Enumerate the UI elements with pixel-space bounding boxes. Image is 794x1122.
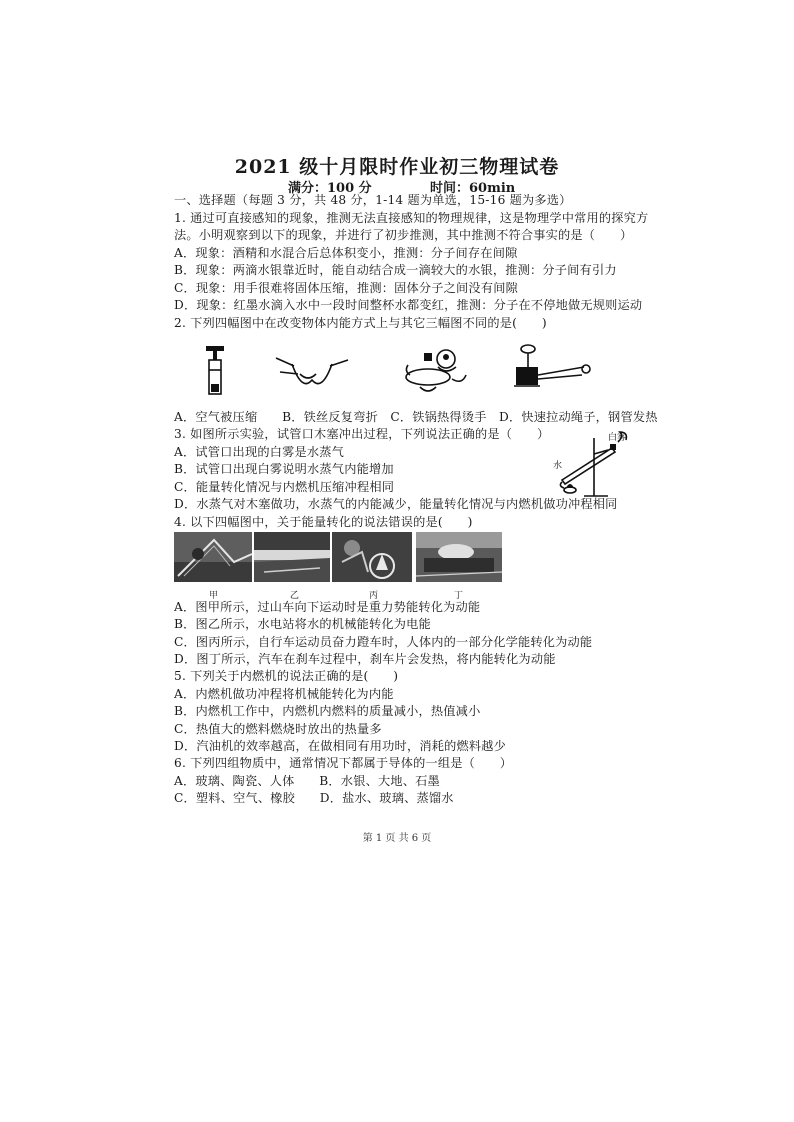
q3-label-water: 水 [553,461,563,471]
time-limit: 时间：60min [430,181,516,196]
q1-stem-line2: 法。小明观察到以下的现象，并进行了初步推测，其中推测不符合事实的是（ ） [174,228,633,242]
full-score: 满分：100 分 [288,181,372,196]
q1-option-b: B．现象：两滴水银靠近时，能自动结合成一滴较大的水银，推测：分子间有引力 [174,263,617,277]
q5-option-b: B．内燃机工作中，内燃机内燃料的质量减小，热值减小 [174,704,481,718]
q4-photo-cyclist [332,532,412,582]
q4-photo-car-braking [416,532,502,582]
q1-option-d: D．现象：红墨水滴入水中一段时间整杯水都变红，推测：分子在不停地做无规则运动 [174,298,643,312]
q2-figure-pulling-rope [512,343,596,393]
q4-option-a: A．图甲所示，过山车向下运动时是重力势能转化为动能 [174,600,481,614]
q6-options-ab: A．玻璃、陶瓷、人体 B．水银、大地、石墨 [174,774,440,788]
q4-caption-bing: 丙 [369,591,379,601]
exam-title: 2021 级十月限时作业初三物理试卷 [234,156,560,178]
q4-caption-jia: 甲 [209,591,219,601]
q1-option-c: C．现象：用手很难将固体压缩，推测：固体分子之间没有间隙 [174,281,518,295]
q3-option-c: C．能量转化情况与内燃机压缩冲程相同 [174,480,395,494]
q2-options: A．空气被压缩 B．铁丝反复弯折 C．铁锅热得烫手 D．快速拉动绳子，钢管发热 [174,410,658,424]
q5-option-d: D．汽油机的效率越高，在做相同有用功时，消耗的燃料越少 [174,739,507,753]
section-heading: 一、选择题（每题 3 分，共 48 分，1-14 题为单选，15-16 题为多选） [174,193,572,207]
q2-figure-air-compression [200,344,230,396]
q4-option-c: C．图丙所示，自行车运动员奋力蹬车时，人体内的一部分化学能转化为动能 [174,635,593,649]
q2-stem: 2. 下列四幅图中在改变物体内能方式上与其它三幅图不同的是( ) [174,316,547,330]
q4-photo-hydropower [254,532,330,582]
q2-figure-hot-pot [400,345,472,399]
q4-caption-ding: 丁 [454,591,464,601]
q5-option-c: C．热值大的燃料燃烧时放出的热量多 [174,722,382,736]
q4-option-b: B．图乙所示，水电站将水的机械能转化为电能 [174,617,431,631]
q3-stem: 3. 如图所示实验，试管口木塞冲出过程，下列说法正确的是（ ） [174,427,550,441]
q5-option-a: A．内燃机做功冲程将机械能转化为内能 [174,687,394,701]
q4-caption-yi: 乙 [290,591,300,601]
q3-option-a: A．试管口出现的白雾是水蒸气 [174,445,345,459]
page-number: 第 1 页 共 6 页 [362,833,432,844]
q4-photo-roller-coaster [174,532,252,582]
q6-options-cd: C．塑料、空气、橡胶 D．盐水、玻璃、蒸馏水 [174,791,454,805]
q6-stem: 6. 下列四组物质中，通常情况下都属于导体的一组是（ ） [174,756,513,770]
q4-option-d: D．图丁所示，汽车在刹车过程中，刹车片会发热，将内能转化为动能 [174,652,556,666]
q2-figure-bending-wire [272,352,352,396]
q3-option-d: D．水蒸气对木塞做功，水蒸气的内能减少，能量转化情况与内燃机做功冲程相同 [174,497,618,511]
q4-stem: 4. 以下四幅图中，关于能量转化的说法错误的是( ) [174,515,473,529]
q5-stem: 5. 下列关于内燃机的说法正确的是( ) [174,669,399,683]
q1-stem-line1: 1. 通过可直接感知的现象，推测无法直接感知的物理规律，这是物理学中常用的探究方 [174,211,649,225]
q3-label-fog: 白雾 [608,433,627,443]
q3-option-b: B．试管口出现白雾说明水蒸气内能增加 [174,462,394,476]
q1-option-a: A．现象：酒精和水混合后总体积变小，推测：分子间存在间隙 [174,246,518,260]
